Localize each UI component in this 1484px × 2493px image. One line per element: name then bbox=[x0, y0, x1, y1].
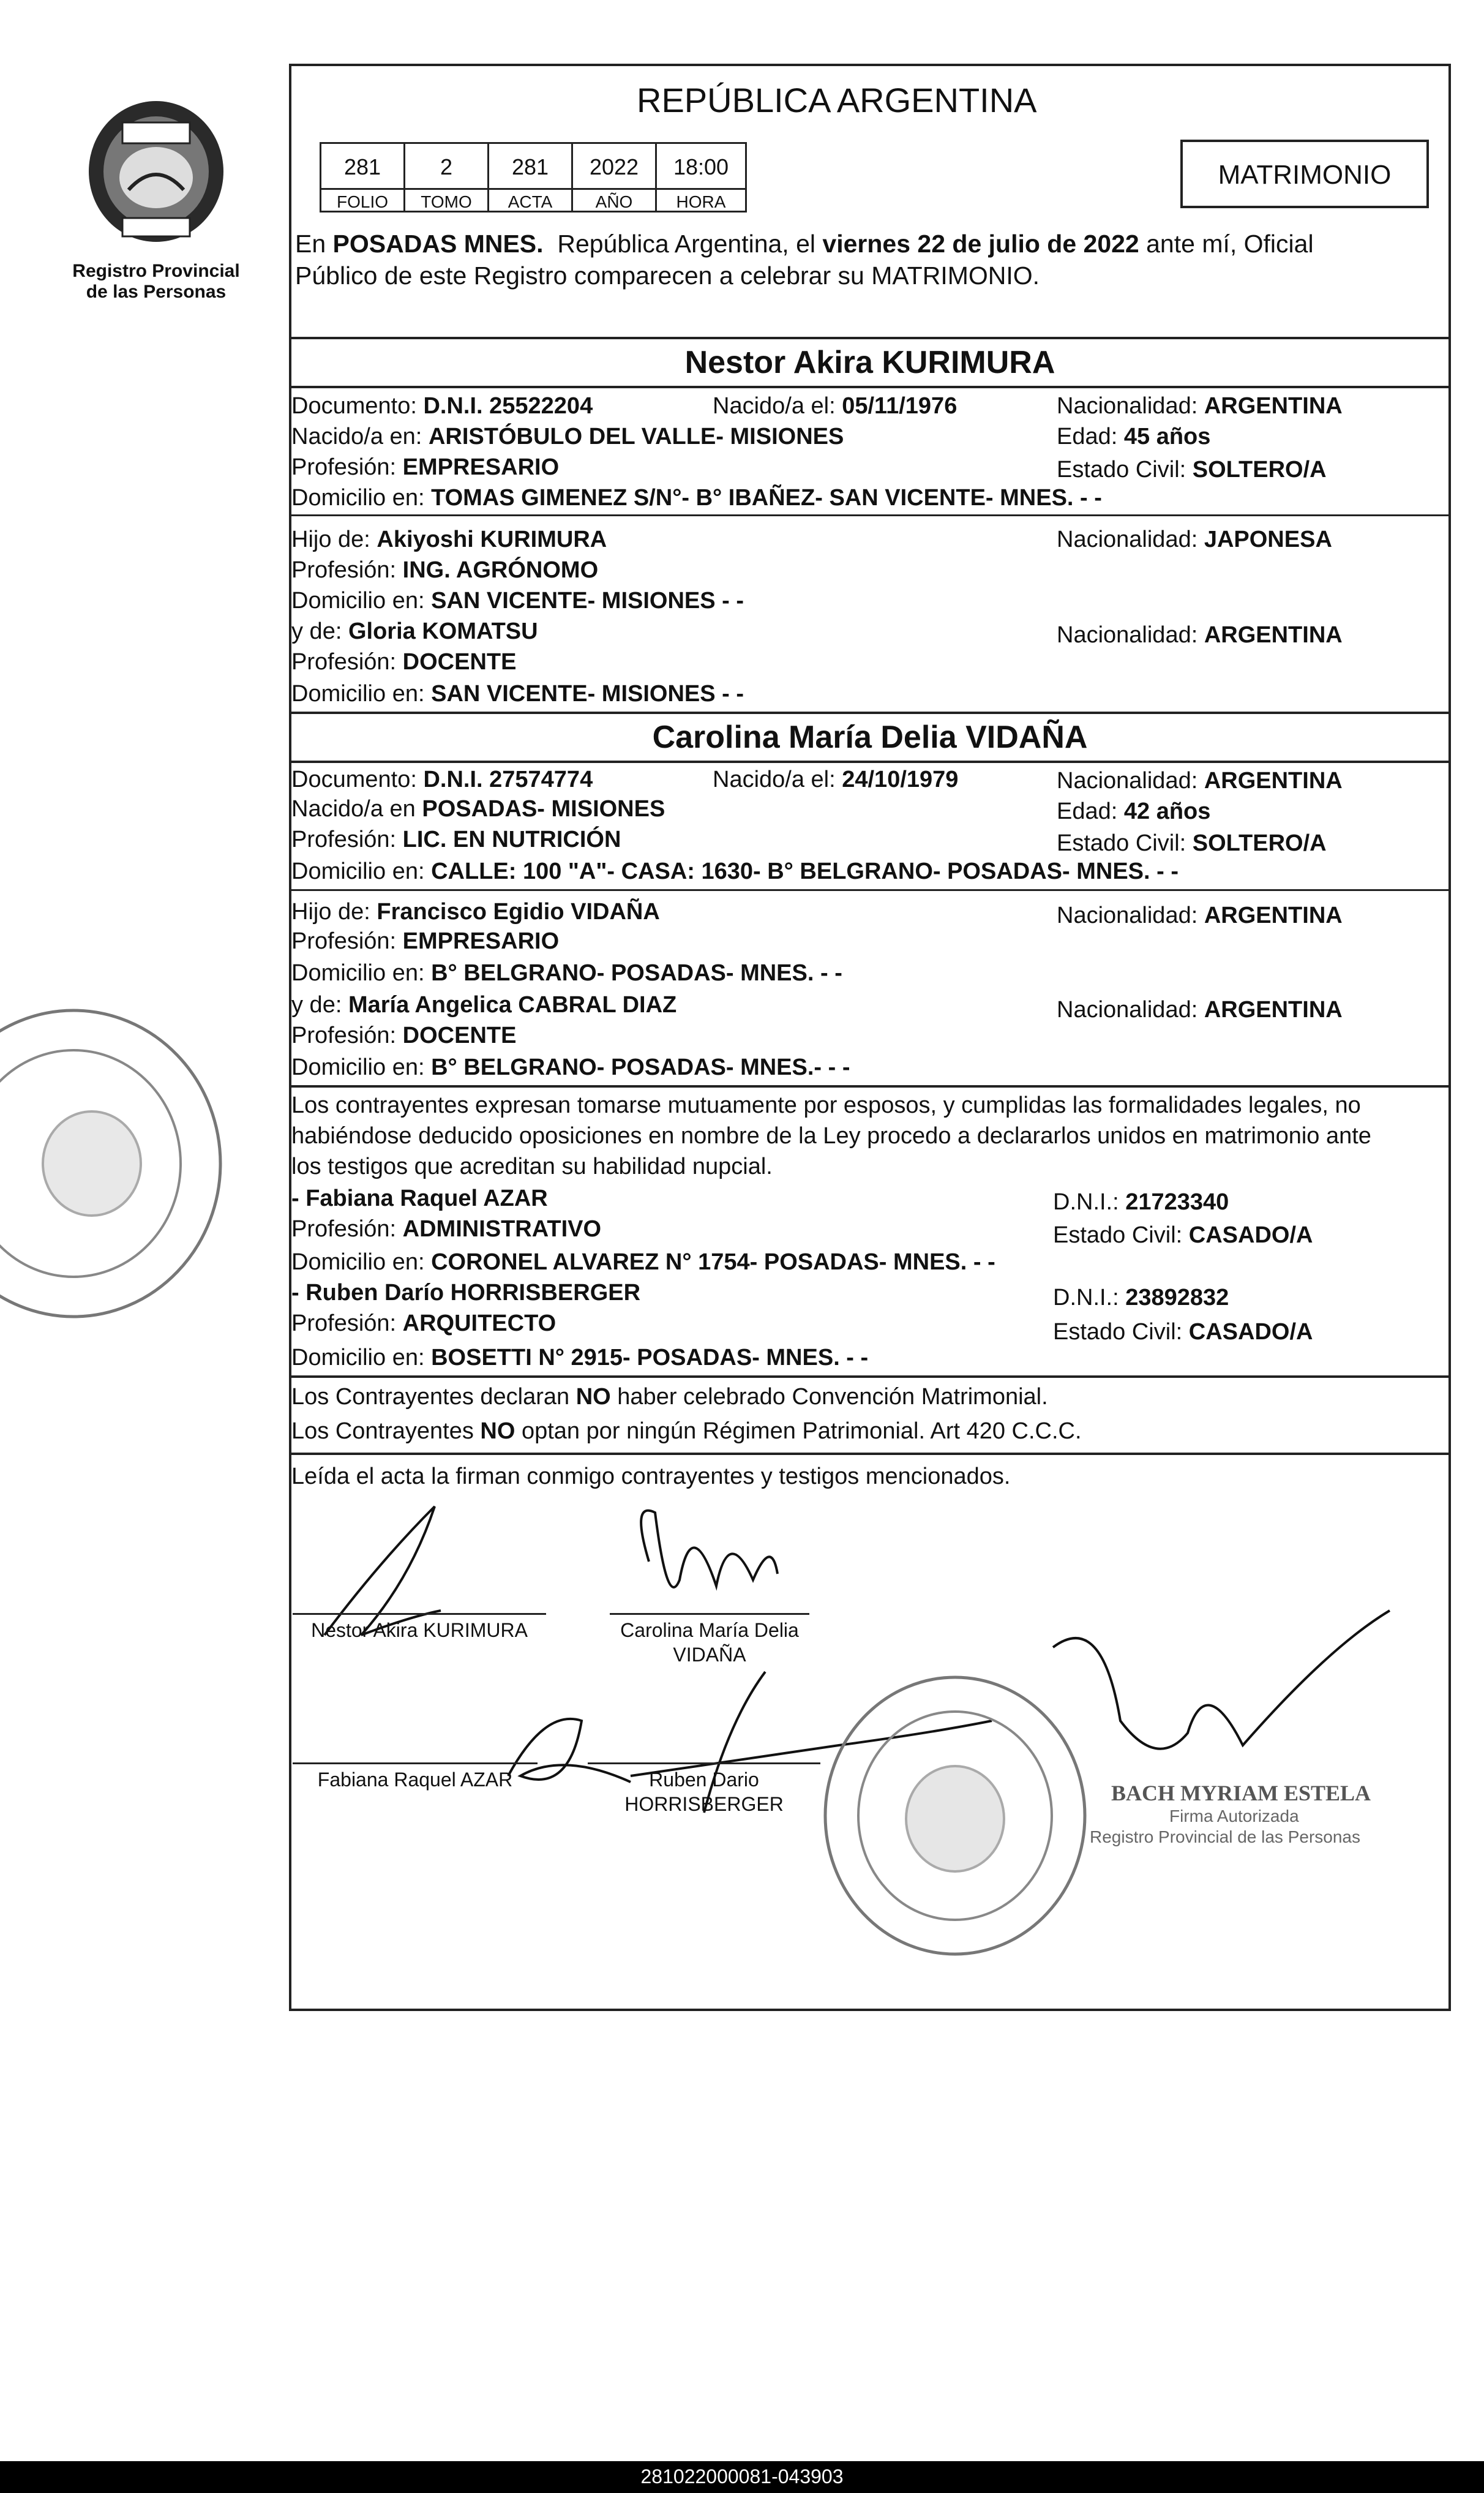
bride-father-domicilio: Domicilio en: B° BELGRANO- POSADAS- MNES. - - bbox=[291, 960, 842, 986]
intro-line1: En POSADAS MNES. República Argentina, el viernes 22 de julio de 2022 ante mí, Oficial bbox=[295, 230, 1314, 258]
act-type-box: MATRIMONIO bbox=[1180, 140, 1429, 208]
sig-bride-line1: Carolina María Delia bbox=[620, 1619, 799, 1641]
official-name: BACH MYRIAM ESTELA bbox=[1111, 1781, 1371, 1805]
registry-logo bbox=[86, 98, 227, 257]
bride-nacido-el: Nacido/a el: 24/10/1979 bbox=[713, 767, 959, 792]
intro-line2: Público de este Registro comparecen a celebrar su MATRIMONIO. bbox=[295, 261, 1040, 290]
groom-nacido-el: Nacido/a el: 05/11/1976 bbox=[713, 393, 957, 419]
acta-label: ACTA bbox=[487, 188, 573, 212]
regime-line2: Los Contrayentes NO optan por ningún Régimen Patrimonial. Art 420 C.C.C. bbox=[291, 1418, 1082, 1444]
bride-mother-domicilio: Domicilio en: B° BELGRANO- POSADAS- MNES.- - - bbox=[291, 1055, 850, 1080]
groom-profesion: Profesión: EMPRESARIO bbox=[291, 454, 560, 480]
groom-name: Nestor Akira KURIMURA bbox=[684, 345, 1055, 380]
official-office: Registro Provincial de las Personas bbox=[1090, 1827, 1360, 1846]
groom-mother-domicilio: Domicilio en: SAN VICENTE- MISIONES - - bbox=[291, 681, 744, 707]
country-title: REPÚBLICA ARGENTINA bbox=[637, 81, 1037, 119]
sig-bride-line2: VIDAÑA bbox=[673, 1644, 746, 1666]
folio-label: FOLIO bbox=[320, 188, 405, 212]
witness1-name: - Fabiana Raquel AZAR bbox=[291, 1186, 548, 1211]
witness2-dni: D.N.I.: 23892832 bbox=[1053, 1285, 1229, 1310]
sig-witness2-line1: Ruben Dario bbox=[649, 1769, 759, 1791]
bride-documento: Documento: D.N.I. 27574774 bbox=[291, 767, 593, 792]
bride-mother: y de: María Angelica CABRAL DIAZ bbox=[291, 992, 677, 1018]
witness1-dni: D.N.I.: 21723340 bbox=[1053, 1189, 1229, 1215]
witness1-domicilio: Domicilio en: CORONEL ALVAREZ N° 1754- POSADAS- MNES. - - bbox=[291, 1249, 995, 1275]
left-stamp bbox=[0, 1004, 233, 1323]
central-stamp bbox=[820, 1672, 1090, 1960]
groom-father-domicilio: Domicilio en: SAN VICENTE- MISIONES - - bbox=[291, 588, 744, 614]
groom-estado: Estado Civil: SOLTERO/A bbox=[1057, 457, 1327, 483]
groom-father-profesion: Profesión: ING. AGRÓNOMO bbox=[291, 557, 599, 583]
witness2-estado: Estado Civil: CASADO/A bbox=[1053, 1319, 1313, 1345]
groom-nacionalidad: Nacionalidad: ARGENTINA bbox=[1057, 393, 1343, 419]
regime-line1: Los Contrayentes declaran NO haber celebrado Convención Matrimonial. bbox=[291, 1384, 1048, 1410]
acta-value: 281 bbox=[487, 142, 573, 190]
groom-edad: Edad: 45 años bbox=[1057, 424, 1211, 449]
official-role: Firma Autorizada bbox=[1169, 1807, 1299, 1826]
bride-nacido-en: Nacido/a en POSADAS- MISIONES bbox=[291, 796, 665, 822]
bride-father: Hijo de: Francisco Egidio VIDAÑA bbox=[291, 899, 660, 925]
groom-mother: y de: Gloria KOMATSU bbox=[291, 619, 538, 644]
witness2-domicilio: Domicilio en: BOSETTI N° 2915- POSADAS- MNES. - - bbox=[291, 1345, 869, 1371]
bride-father-nacionalidad: Nacionalidad: ARGENTINA bbox=[1057, 903, 1343, 928]
registry-caption-line1: Registro Provincial bbox=[72, 261, 240, 281]
bride-name: Carolina María Delia VIDAÑA bbox=[652, 720, 1088, 755]
declaration-line2: habiéndose deducido oposiciones en nombre de la Ley procedo a declararlos unidos en matrimonio ante bbox=[291, 1123, 1371, 1149]
bride-mother-profesion: Profesión: DOCENTE bbox=[291, 1023, 517, 1048]
hora-label: HORA bbox=[655, 188, 747, 212]
declaration-line3: los testigos que acreditan su habilidad nupcial. bbox=[291, 1154, 773, 1179]
declaration-line1: Los contrayentes expresan tomarse mutuamente por esposos, y cumplidas las formalidades legales, no bbox=[291, 1092, 1361, 1118]
witness1-profesion: Profesión: ADMINISTRATIVO bbox=[291, 1216, 602, 1242]
hora-value: 18:00 bbox=[655, 142, 747, 190]
groom-mother-profesion: Profesión: DOCENTE bbox=[291, 649, 517, 675]
tomo-label: TOMO bbox=[403, 188, 489, 212]
bride-domicilio: Domicilio en: CALLE: 100 "A"- CASA: 1630- B° BELGRANO- POSADAS- MNES. - - bbox=[291, 859, 1179, 884]
groom-father-nacionalidad: Nacionalidad: JAPONESA bbox=[1057, 527, 1332, 552]
bride-edad: Edad: 42 años bbox=[1057, 799, 1211, 824]
bride-nacionalidad: Nacionalidad: ARGENTINA bbox=[1057, 768, 1343, 794]
groom-mother-nacionalidad: Nacionalidad: ARGENTINA bbox=[1057, 622, 1343, 648]
bride-mother-nacionalidad: Nacionalidad: ARGENTINA bbox=[1057, 997, 1343, 1023]
anio-value: 2022 bbox=[571, 142, 657, 190]
folio-value: 281 bbox=[320, 142, 405, 190]
groom-domicilio: Domicilio en: TOMAS GIMENEZ S/N°- B° IBAÑEZ- SAN VICENTE- MNES. - - bbox=[291, 485, 1102, 511]
tomo-value: 2 bbox=[403, 142, 489, 190]
groom-nacido-en: Nacido/a en: ARISTÓBULO DEL VALLE- MISIONES bbox=[291, 424, 844, 449]
sig-witness1: Fabiana Raquel AZAR bbox=[317, 1769, 513, 1791]
bride-father-profesion: Profesión: EMPRESARIO bbox=[291, 928, 560, 954]
sig-witness2-line2: HORRISBERGER bbox=[624, 1793, 784, 1815]
footer-code: 281022000081-043903 bbox=[640, 2465, 844, 2487]
witness2-name: - Ruben Darío HORRISBERGER bbox=[291, 1280, 641, 1306]
groom-documento: Documento: D.N.I. 25522204 bbox=[291, 393, 593, 419]
registry-caption-line2: de las Personas bbox=[86, 282, 227, 302]
groom-father: Hijo de: Akiyoshi KURIMURA bbox=[291, 527, 607, 552]
bride-estado: Estado Civil: SOLTERO/A bbox=[1057, 830, 1327, 856]
bride-profesion: Profesión: LIC. EN NUTRICIÓN bbox=[291, 827, 621, 852]
witness2-profesion: Profesión: ARQUITECTO bbox=[291, 1310, 556, 1336]
sig-groom: Nestor Akira KURIMURA bbox=[311, 1619, 528, 1641]
signatures-intro: Leída el acta la firman conmigo contrayentes y testigos mencionados. bbox=[291, 1464, 1011, 1489]
witness1-estado: Estado Civil: CASADO/A bbox=[1053, 1222, 1313, 1248]
anio-label: AÑO bbox=[571, 188, 657, 212]
